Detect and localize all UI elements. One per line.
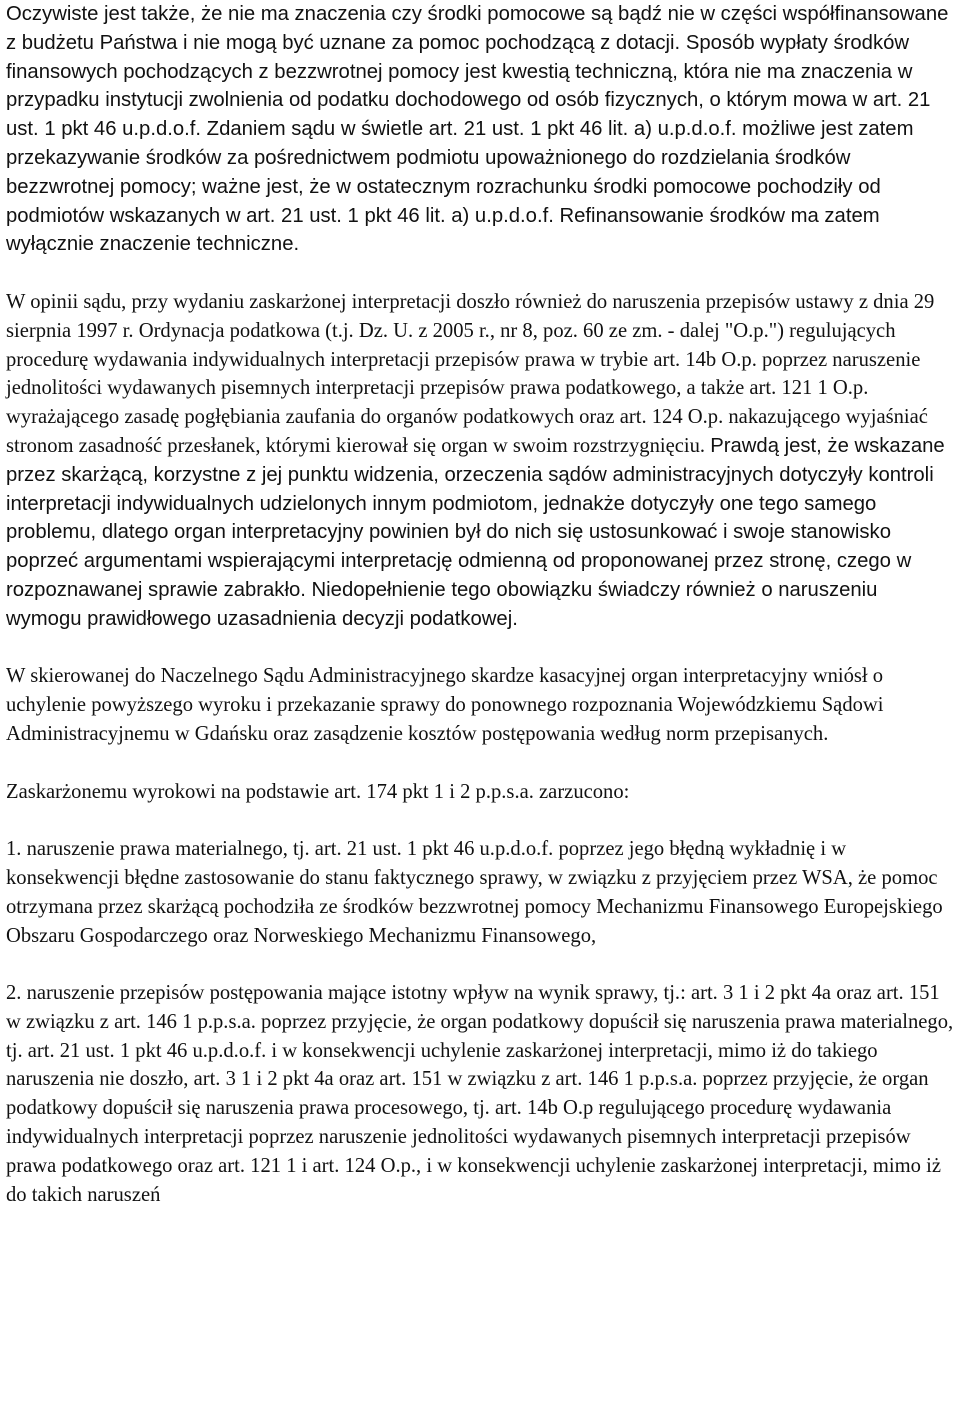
paragraph-6 (6, 979, 954, 1209)
paragraph-gap (6, 950, 954, 979)
paragraph-3 (6, 662, 954, 748)
paragraph-4-text: Zaskarżonemu wyrokowi na podstawie art. 174 pkt 1 i 2 p.p.s.a. zarzucono: (6, 780, 630, 803)
document-page (6, 0, 954, 1209)
paragraph-1 (6, 0, 954, 259)
paragraph-2-text-a: W opinii sądu, przy wydaniu zaskarżonej interpretacji doszło również do naruszenia przepisów ustawy z dnia 29 sierpnia 1997 r. Ordynacja podatkowa (t.j. Dz. U. z 2005 r., nr 8, poz. 60 ze zm. - dalej "O.p.") regulujących procedurę wydawania indywidualnych interpretacji przepisów prawa w trybie art. 14b O.p. poprzez naruszenie jednolitości wydawanych pisemnych interpretacji przepisów prawa podatkowego, a także art. 121 1 O.p. wyrażającego zasadę pogłębiania zaufania do organów podatkowych oraz art. 124 O.p. nakazującego wyjaśniać stronom zasadność przesłanek, którymi kierował się organ w swoim rozstrzygnięciu. (6, 290, 935, 457)
paragraph-gap (6, 749, 954, 778)
paragraph-1-text-b: możliwe jest zatem przekazywanie środków za pośrednictwem podmiotu upoważnionego do rozdzielania środków bezzwrotnej pomocy; ważne jest, że w ostatecznym rozrachunku środki pomocowe pochodziły od podmiotów wskazanych w art. 21 ust. 1 pkt 46 lit. a) u.p.d.o.f. Refinansowanie środków ma zatem wyłącznie znaczenie techniczne. (6, 118, 914, 256)
paragraph-4 (6, 778, 954, 807)
paragraph-gap (6, 259, 954, 288)
paragraph-gap (6, 806, 954, 835)
paragraph-5 (6, 835, 954, 950)
paragraph-gap (6, 634, 954, 663)
paragraph-1-text-a: Oczywiste jest także, że nie ma znaczenia czy środki pomocowe są bądź nie w części współfinansowane z budżetu Państwa i nie mogą być uznane za pomoc pochodzącą z dotacji. Sposób wypłaty środków finansowych pochodzących z bezzwrotnej pomocy jest kwestią techniczną, która nie ma znaczenia w przypadku instytucji zwolnienia od podatku dochodowego od osób fizycznych, o którym mowa w art. 21 ust. 1 pkt 46 u.p.d.o.f. Zdaniem sądu w świetle art. 21 ust. 1 pkt 46 lit. a) u.p.d.o.f. (6, 3, 949, 141)
paragraph-2-text-b: Prawdą jest, że wskazane przez skarżącą, korzystne z jej punktu widzenia, orzeczenia sądów administracyjnych dotyczyły kontroli interpretacji indywidualnych udzielonych innym podmiotom, jednakże dotyczyły one tego samego problemu, dlatego organ interpretacyjny powinien był do nich się ustosunkować i swoje stanowisko poprzeć argumentami wspierającymi interpretację odmienną od proponowanej przez stronę, czego w rozpoznawanej sprawie zabrakło. Niedopełnienie tego obowiązku świadczy również o naruszeniu wymogu prawidłowego uzasadnienia decyzji podatkowej. (6, 434, 945, 630)
paragraph-6-text: 2. naruszenie przepisów postępowania mające istotny wpływ na wynik sprawy, tj.: art. 3 1 i 2 pkt 4a oraz art. 151 w związku z art. 146 1 p.p.s.a. poprzez przyjęcie, że organ podatkowy dopuścił się naruszenia prawa materialnego, tj. art. 21 ust. 1 pkt 46 u.p.d.o.f. i w konsekwencji uchylenie zaskarżonej interpretacji, mimo iż do takiego naruszenia nie doszło, art. 3 1 i 2 pkt 4a oraz art. 151 w związku z art. 146 1 p.p.s.a. poprzez przyjęcie, że organ podatkowy dopuścił się naruszenia prawa procesowego, tj. art. 14b O.p regulującego procedurę wydawania indywidualnych interpretacji poprzez naruszenie jednolitości wydawanych pisemnych interpretacji przepisów prawa podatkowego oraz art. 121 1 i art. 124 O.p., i w konsekwencji uchylenie zaskarżonej interpretacji, mimo iż do takich naruszeń (6, 982, 954, 1206)
paragraph-3-text: W skierowanej do Naczelnego Sądu Administracyjnego skardze kasacyjnej organ interpretacyjny wniósł o uchylenie powyższego wyroku i przekazanie sprawy do ponownego rozpoznania Wojewódzkiemu Sądowi Administracyjnemu w Gdańsku oraz zasądzenie kosztów postępowania według norm przepisanych. (6, 665, 884, 745)
paragraph-5-text: 1. naruszenie prawa materialnego, tj. art. 21 ust. 1 pkt 46 u.p.d.o.f. poprzez jego błędną wykładnię i w konsekwencji błędne zastosowanie do stanu faktycznego sprawy, w związku z przyjęciem przez WSA, że pomoc otrzymana przez skarżącą pochodziła ze środków bezzwrotnej pomocy Mechanizmu Finansowego Europejskiego Obszaru Gospodarczego oraz Norweskiego Mechanizmu Finansowego, (6, 838, 943, 947)
paragraph-2 (6, 288, 954, 634)
